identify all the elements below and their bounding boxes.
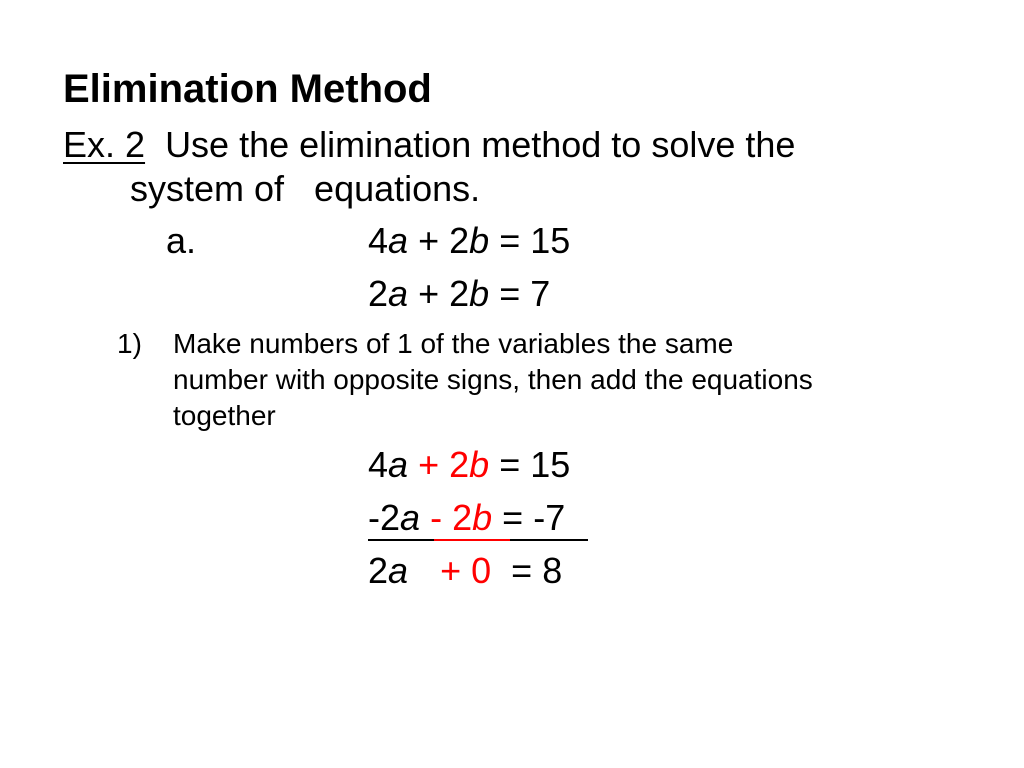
coef-a: 2 bbox=[368, 550, 389, 591]
operator: + bbox=[418, 444, 440, 485]
equals-sign: = bbox=[499, 273, 521, 314]
equals-sign: = bbox=[499, 220, 521, 261]
coef-a: 4 bbox=[368, 444, 389, 485]
coef-a: -2 bbox=[368, 497, 401, 538]
operator: - bbox=[430, 497, 443, 538]
step-number: 1) bbox=[117, 328, 142, 359]
equals-sign: = bbox=[499, 444, 521, 485]
var-a: a bbox=[388, 550, 409, 591]
sum-rule-middle bbox=[434, 539, 510, 541]
example-line-1 bbox=[63, 124, 795, 166]
rhs: -7 bbox=[533, 497, 566, 538]
example-instruction: Use the elimination method to solve the bbox=[165, 124, 796, 165]
var-b: b bbox=[469, 273, 490, 314]
operator: + bbox=[418, 220, 440, 261]
var-a: a bbox=[388, 220, 409, 261]
rhs: 15 bbox=[530, 444, 571, 485]
system-equation-1 bbox=[368, 220, 570, 262]
operator: + bbox=[418, 273, 440, 314]
step-line: together bbox=[173, 400, 276, 431]
coef-b: 2 bbox=[449, 273, 470, 314]
coef-b: 0 bbox=[471, 550, 492, 591]
var-b: b bbox=[469, 220, 490, 261]
rhs: 7 bbox=[530, 273, 551, 314]
work-equation-2 bbox=[368, 497, 565, 539]
var-a: a bbox=[388, 444, 409, 485]
coef-a: 2 bbox=[368, 273, 389, 314]
operator: + bbox=[440, 550, 462, 591]
work-equation-1 bbox=[368, 444, 570, 486]
coef-b: 2 bbox=[449, 220, 470, 261]
var-a: a bbox=[400, 497, 421, 538]
example-label: Ex. 2 bbox=[63, 124, 146, 165]
coef-a: 4 bbox=[368, 220, 389, 261]
rhs: 15 bbox=[530, 220, 571, 261]
slide-title: Elimination Method bbox=[63, 67, 432, 111]
sum-rule-left bbox=[368, 539, 434, 541]
equals-sign: = bbox=[511, 550, 533, 591]
var-b: b bbox=[469, 444, 490, 485]
part-label: a. bbox=[166, 220, 197, 261]
var-b: b bbox=[472, 497, 493, 538]
step-text bbox=[173, 326, 973, 434]
step-line: Make numbers of 1 of the variables the same bbox=[173, 328, 734, 359]
step-line: number with opposite signs, then add the equations bbox=[173, 364, 813, 395]
system-equation-2 bbox=[368, 273, 550, 315]
work-equation-result bbox=[368, 550, 562, 592]
var-a: a bbox=[388, 273, 409, 314]
rhs: 8 bbox=[542, 550, 563, 591]
coef-b: 2 bbox=[449, 444, 470, 485]
coef-b: 2 bbox=[452, 497, 473, 538]
sum-rule-right bbox=[510, 539, 588, 541]
equals-sign: = bbox=[502, 497, 524, 538]
example-line-2: system of equations. bbox=[130, 168, 481, 209]
